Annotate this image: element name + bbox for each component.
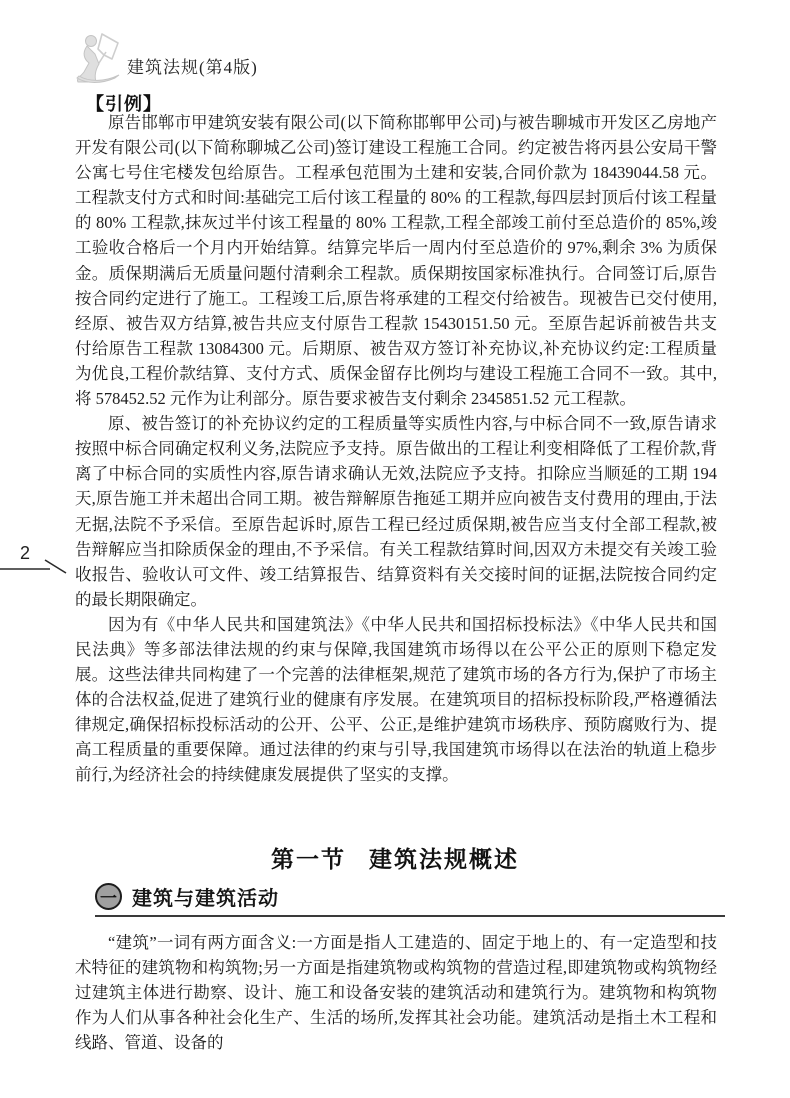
page-number-marker (0, 543, 80, 583)
page-header (75, 28, 258, 86)
section-part-label: 第一节 (271, 847, 346, 873)
subsection-number-icon (95, 883, 122, 910)
case-paragraph: 原、被告签订的补充协议约定的工程质量等实质性内容,与中标合同不一致,原告请求按照中标合同确定权利义务,法院应予支持。原告做出的工程让利变相降低了工程价款,背离了中标合同的实质性内容,原告请求确认无效,法院应予支持。扣除应当顺延的工期 194 天,原告施工并未超出合同工期。被告辩解原告拖延工期并应向被告支付费用的理由,于法无据,法院不予采信。至原告起诉时,原告工程已经过质保期,被告应当支付全部工程款,被告辩解应当扣除质保金的理由,不予采信。有关工程款结算时间,因双方未提交有关竣工验收报告、验收认可文件、竣工结算报告、结算资料有关交接时间的证据,法院按合同约定的最长期限确定。 (75, 414, 717, 609)
subsection-number: 一 (100, 889, 117, 908)
page-number-rule-icon (0, 543, 80, 583)
page-number: 2 (20, 543, 31, 563)
builder-sketch-icon (75, 28, 123, 86)
case-example-body (75, 110, 717, 788)
case-example-heading: 【引例】 (86, 94, 162, 114)
book-title: 建筑法规(第4版) (127, 58, 258, 77)
section-title-text: 建筑法规概述 (369, 847, 519, 873)
subsection-body (75, 930, 717, 1055)
subsection-title: 建筑与建筑活动 (132, 888, 279, 910)
body-paragraph: “建筑”一词有两方面含义:一方面是指人工建造的、固定于地上的、有一定造型和技术特征的建筑物和构筑物;另一方面是指建筑物或构筑物的营造过程,即建筑物或构筑物经过建筑主体进行勘察、设计、施工和设备安装的建筑活动和建筑行为。建筑物和构筑物作为人们从事各种社会化生产、生活的场所,发挥其社会功能。建筑活动是指土木工程和线路、管道、设备的 (75, 933, 717, 1053)
case-paragraph: 原告邯郸市甲建筑安装有限公司(以下简称邯郸甲公司)与被告聊城市开发区乙房地产开发有限公司(以下简称聊城乙公司)签订建设工程施工合同。约定被告将丙县公安局干警公寓七号住宅楼发包给原告。工程承包范围为土建和安装,合同价款为 18439044.58 元。工程款支付方式和时间:基础完工后付该工程量的 80% 的工程款,每四层封顶后付该工程量的 80% 工程款,抹灰过半付该工程量的 80% 工程款,工程全部竣工前付至总造价的 85%,竣工验收合格后一个月内开始结算。结算完毕后一周内付至总造价的 97%,剩余 3% 为质保金。质保期满后无质量问题付清剩余工程款。质保期按国家标准执行。合同签订后,原告按合同约定进行了施工。工程竣工后,原告将承建的工程交付给被告。现被告已交付使用,经原、被告双方结算,被告共应支付原告工程款 15430151.50 元。至原告起诉前被告共支付给原告工程款 13084300 元。后期原、被告双方签订补充协议,补充协议约定:工程质量为优良,工程价款结算、支付方式、质保金留存比例均与建设工程施工合同不一致。其中,将 578452.52 元作为让利部分。原告要求被告支付剩余 2345851.52 元工程款。 (75, 113, 717, 409)
case-paragraph: 因为有《中华人民共和国建筑法》《中华人民共和国招标投标法》《中华人民共和国民法典》等多部法律法规的约束与保障,我国建筑市场得以在公平公正的原则下稳定发展。这些法律共同构建了一个完善的法律框架,规范了建筑市场的各方行为,保护了市场主体的合法权益,促进了建筑行业的健康有序发展。在建筑项目的招标投标阶段,严格遵循法律规定,确保招标投标活动的公开、公平、公正,是维护建筑市场秩序、预防腐败行为、提高工程质量的重要保障。通过法律的约束与引导,我国建筑市场得以在法治的轨道上稳步前行,为经济社会的持续健康发展提供了坚实的支撑。 (75, 614, 717, 785)
subsection-heading (95, 882, 725, 917)
section-title (0, 841, 790, 874)
